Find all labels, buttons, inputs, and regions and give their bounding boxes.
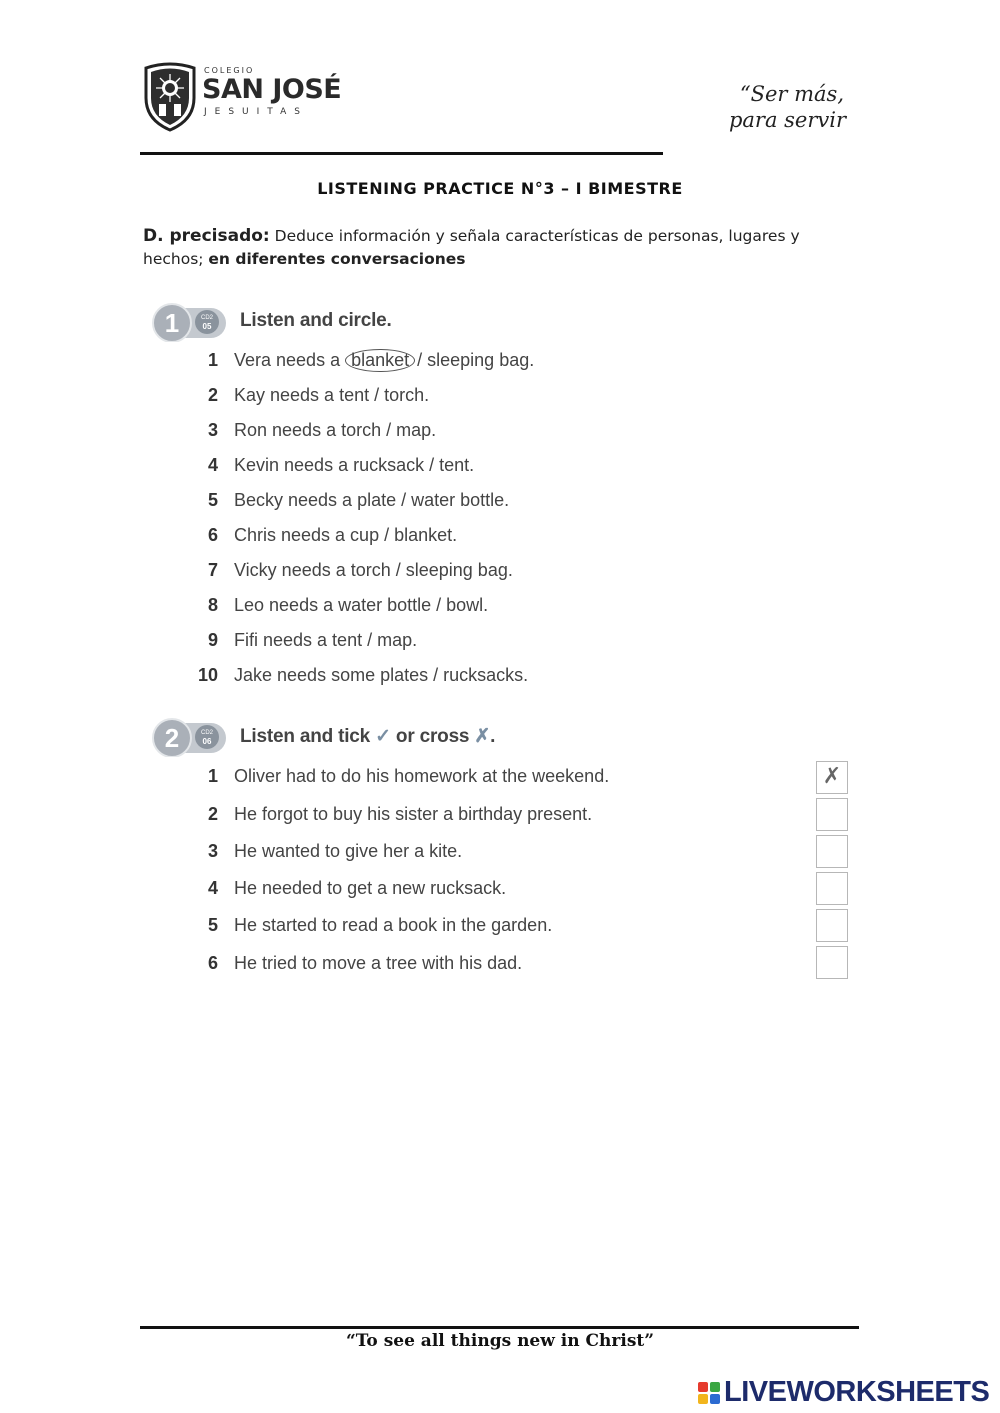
circled-answer[interactable]: blanket	[345, 349, 415, 372]
exercise-2-title-mid: or cross	[390, 726, 475, 747]
item-text[interactable]: Fifi needs a tent / map.	[234, 630, 418, 650]
item-text	[234, 350, 534, 371]
item-number: 8	[207, 595, 218, 615]
liveworksheets-text: LIVEWORKSHEETS	[724, 1376, 990, 1408]
list-item	[200, 420, 600, 448]
exercise-2-number: 2	[164, 723, 180, 753]
list-item	[200, 878, 800, 906]
item-number: 2	[207, 385, 218, 405]
item-text[interactable]: Becky needs a plate / water bottle.	[234, 490, 510, 510]
item-number: 7	[207, 560, 218, 580]
description-label: D. precisado:	[143, 226, 270, 246]
list-item	[197, 665, 600, 693]
description	[143, 225, 858, 271]
list-item	[200, 915, 800, 943]
list-item	[200, 490, 600, 518]
logo-school-name: SAN JOSÉ	[202, 74, 342, 105]
item-text[interactable]: Vicky needs a torch / sleeping bag.	[234, 560, 513, 580]
list-item	[200, 841, 800, 869]
exercise-1-badge-icon	[150, 302, 228, 342]
description-text: Deduce información y señala características de personas, lugares y hechos;	[143, 227, 800, 268]
item-number: 5	[207, 490, 218, 510]
item-text[interactable]: Chris needs a cup / blanket.	[234, 525, 458, 545]
list-item	[200, 630, 600, 658]
item-number: 6	[207, 525, 218, 545]
item-text: He needed to get a new rucksack.	[234, 878, 507, 898]
list-item	[200, 804, 800, 832]
motto-line-2: para servir	[728, 108, 846, 132]
footer-quote: “To see all things new in Christ”	[345, 1331, 655, 1351]
exercise-1-number: 1	[164, 308, 180, 338]
item-number: 5	[207, 915, 218, 935]
list-item	[200, 350, 600, 378]
item-text[interactable]: Kay needs a tent / torch.	[234, 385, 430, 405]
item-text[interactable]: Jake needs some plates / rucksacks.	[234, 665, 529, 685]
exercise-1-title: Listen and circle.	[240, 310, 392, 331]
list-item	[200, 766, 800, 794]
logo-jesuitas: JESUITAS	[204, 107, 308, 117]
item-number: 1	[207, 350, 218, 370]
answer-box[interactable]	[816, 872, 848, 905]
exercise-2-badge-icon	[150, 717, 228, 757]
liveworksheets-logo-icon	[698, 1382, 720, 1404]
shield-crest-icon	[142, 62, 198, 132]
item-number: 3	[207, 841, 218, 861]
exercise-2-cd: CD2	[200, 730, 214, 736]
list-item	[200, 385, 600, 413]
item-number: 3	[207, 420, 218, 440]
item-number: 6	[207, 953, 218, 973]
exercise-1-cd: CD2	[200, 315, 214, 321]
item-number: 2	[207, 804, 218, 824]
item-text-pre: Vera needs a	[234, 350, 346, 370]
exercise-2-header	[150, 717, 570, 761]
liveworksheets-watermark[interactable]	[698, 1376, 992, 1410]
answer-box[interactable]	[816, 946, 848, 979]
answer-box[interactable]	[816, 835, 848, 868]
exercise-2-title	[240, 725, 495, 748]
header-divider	[140, 152, 663, 155]
exercise-2-track: 06	[202, 737, 212, 746]
motto-line-1: “Ser más,	[739, 82, 844, 106]
list-item	[200, 525, 600, 553]
exercise-2-title-pre: Listen and tick	[240, 726, 376, 747]
item-number: 1	[207, 766, 218, 786]
item-text: Oliver had to do his homework at the weekend.	[234, 766, 610, 786]
page-title: LISTENING PRACTICE N°3 – I BIMESTRE	[317, 179, 683, 198]
exercise-2-title-end: .	[490, 726, 496, 747]
item-text[interactable]: Ron needs a torch / map.	[234, 420, 437, 440]
list-item	[200, 560, 600, 588]
item-text[interactable]: Kevin needs a rucksack / tent.	[234, 455, 475, 475]
item-text: He wanted to give her a kite.	[234, 841, 463, 861]
item-number: 9	[207, 630, 218, 650]
description-emphasis: en diferentes conversaciones	[208, 250, 466, 268]
answer-box[interactable]	[816, 909, 848, 942]
list-item	[200, 455, 600, 483]
item-text-post: / sleeping bag.	[417, 350, 535, 370]
footer-divider	[140, 1326, 859, 1329]
school-logo	[142, 58, 342, 134]
exercise-1-header	[150, 302, 570, 346]
list-item	[200, 953, 800, 981]
tick-icon: ✓	[375, 726, 391, 747]
list-item	[200, 595, 600, 623]
answer-box[interactable]: ✗	[816, 761, 848, 794]
item-number: 10	[197, 665, 218, 685]
item-text: He forgot to buy his sister a birthday present.	[234, 804, 593, 824]
item-number: 4	[207, 455, 218, 475]
logo-colegio: COLEGIO	[204, 66, 255, 75]
answer-box[interactable]	[816, 798, 848, 831]
item-text: He started to read a book in the garden.	[234, 915, 553, 935]
item-text: He tried to move a tree with his dad.	[234, 953, 523, 973]
item-number: 4	[207, 878, 218, 898]
cross-icon: ✗	[474, 726, 491, 747]
exercise-1-track: 05	[202, 322, 212, 331]
item-text[interactable]: Leo needs a water bottle / bowl.	[234, 595, 489, 615]
